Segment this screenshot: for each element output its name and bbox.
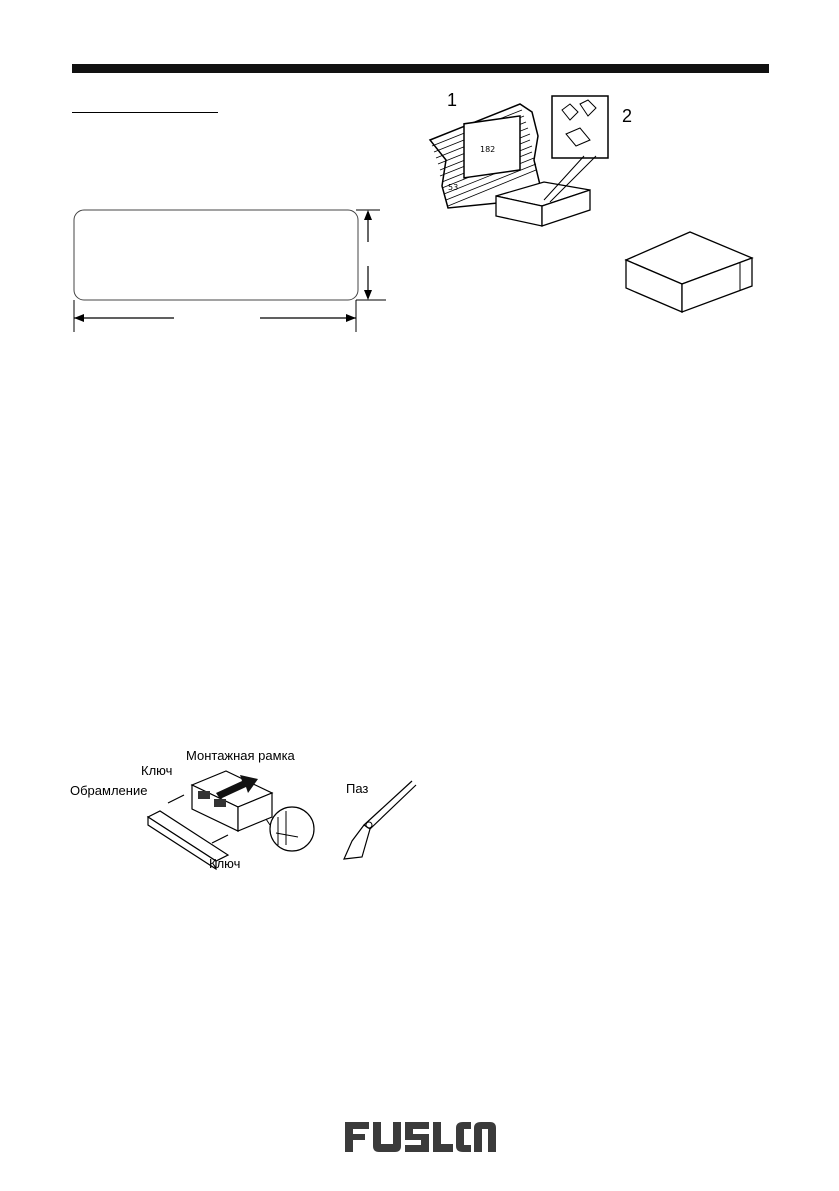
section-heading-underline (72, 112, 218, 113)
key-bottom (212, 835, 228, 843)
sleeve-mark-53: 53 (448, 183, 459, 192)
width-arrowhead-right (346, 314, 356, 322)
key-top (168, 795, 184, 803)
trim-removal-illustration (66, 745, 446, 880)
groove-label: Паз (346, 781, 369, 796)
width-arrowhead-left (74, 314, 84, 322)
height-arrowhead-top (364, 210, 372, 220)
key-label-bottom: Ключ (209, 856, 241, 871)
cutout-dimension-diagram (66, 200, 396, 345)
mounting-frame-label: Монтажная рамка (186, 748, 295, 763)
sleeve-mark-182: 182 (480, 145, 496, 154)
step-number-2: 2 (622, 106, 633, 126)
step-number-1: 1 (447, 90, 458, 110)
height-arrowhead-bottom (364, 290, 372, 300)
head-unit (192, 771, 272, 831)
groove-marker (366, 822, 372, 828)
bezel-label: Обрамление (70, 783, 148, 798)
zoom-detail-circle (270, 807, 314, 851)
tab-bending-detail (552, 96, 608, 158)
header-rule (72, 64, 769, 73)
installed-unit-box (620, 228, 755, 318)
cutout-outline (74, 210, 358, 300)
fusion-logo (343, 1120, 498, 1154)
key-label-top: Ключ (141, 763, 173, 778)
